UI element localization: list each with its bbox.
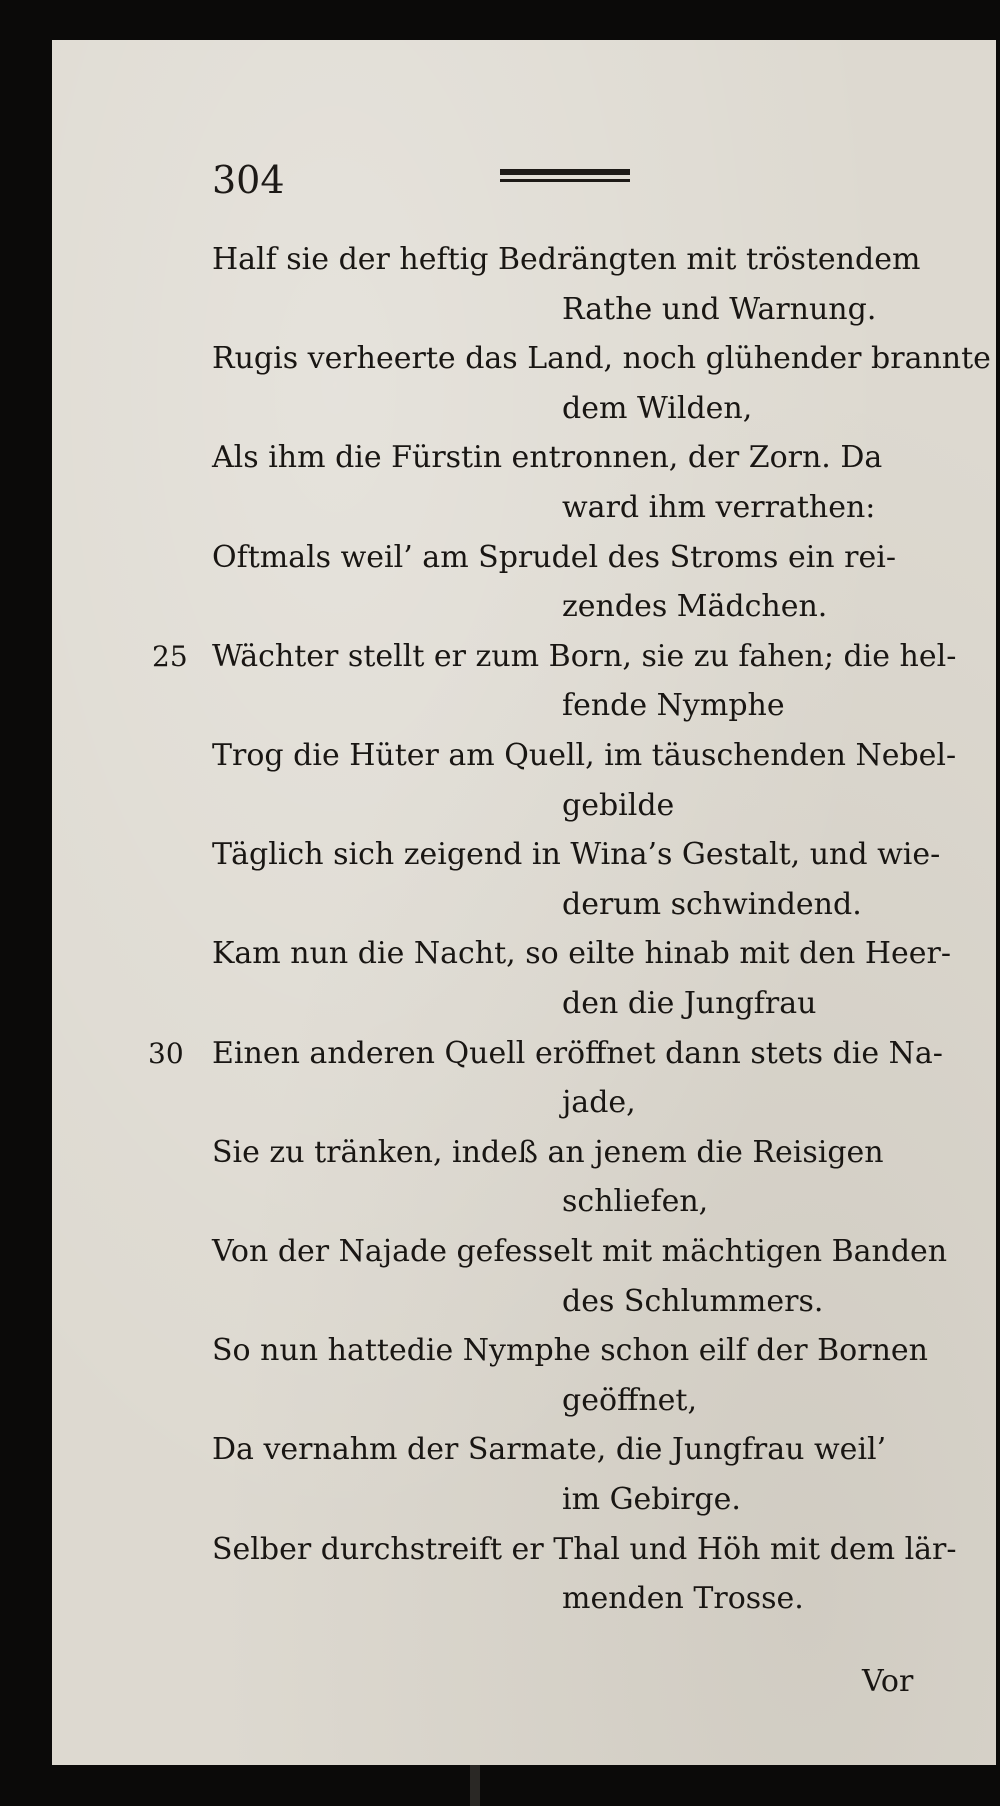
book-page <box>52 40 996 1765</box>
header-rule-thin <box>500 179 630 182</box>
verse-line: Da vernahm der Sarmate, die Jungfrau weil’ <box>212 1432 887 1467</box>
verse-line-continuation: den die Jungfrau <box>562 986 817 1021</box>
verse-line-continuation: fende Nymphe <box>562 688 785 723</box>
verse-line: Wächter stellt er zum Born, sie zu fahen; die hel- <box>212 639 957 674</box>
verse-line: Sie zu tränken, indeß an jenem die Reisigen <box>212 1135 884 1170</box>
verse-line-continuation: derum schwindend. <box>562 887 862 922</box>
verse-line: Rugis verheerte das Land, noch glühender brannte <box>212 341 991 376</box>
verse-line-continuation: im Gebirge. <box>562 1482 741 1517</box>
verse-line: Von der Najade gefesselt mit mächtigen Banden <box>212 1234 948 1269</box>
verse-line: Täglich sich zeigend in Wina’s Gestalt, und wie- <box>212 837 941 872</box>
verse-line: Oftmals weil’ am Sprudel des Stroms ein rei- <box>212 540 896 575</box>
verse-line: Einen anderen Quell eröffnet dann stets die Na- <box>212 1036 943 1071</box>
line-number: 25 <box>152 640 188 673</box>
verse-line: So nun hattedie Nymphe schon eilf der Bornen <box>212 1333 928 1368</box>
verse-line-continuation: Rathe und Warnung. <box>562 292 877 327</box>
page-number: 304 <box>212 158 285 202</box>
verse-line-continuation: des Schlummers. <box>562 1284 824 1319</box>
catchword: Vor <box>862 1664 914 1699</box>
binding-edge <box>470 1765 480 1806</box>
verse-line: Kam nun die Nacht, so eilte hinab mit den Heer- <box>212 936 951 971</box>
verse-line: Half sie der heftig Bedrängten mit tröstendem <box>212 242 921 277</box>
verse-line-continuation: geöffnet, <box>562 1383 697 1418</box>
verse-line-continuation: menden Trosse. <box>562 1581 804 1616</box>
header-rule <box>500 169 630 185</box>
verse-line: Trog die Hüter am Quell, im täuschenden Nebel- <box>212 738 957 773</box>
verse-line: Als ihm die Fürstin entronnen, der Zorn. Da <box>212 440 883 475</box>
verse-line-continuation: jade, <box>562 1085 636 1120</box>
verse-line-continuation: schliefen, <box>562 1184 709 1219</box>
header-rule-thick <box>500 169 630 175</box>
verse-line-continuation: ward ihm verrathen: <box>562 490 876 525</box>
verse-line-continuation: zendes Mädchen. <box>562 589 828 624</box>
verse-line: Selber durchstreift er Thal und Höh mit dem lär- <box>212 1532 957 1567</box>
verse-line-continuation: dem Wilden, <box>562 391 753 426</box>
line-number: 30 <box>148 1037 184 1070</box>
verse-line-continuation: gebilde <box>562 788 675 823</box>
